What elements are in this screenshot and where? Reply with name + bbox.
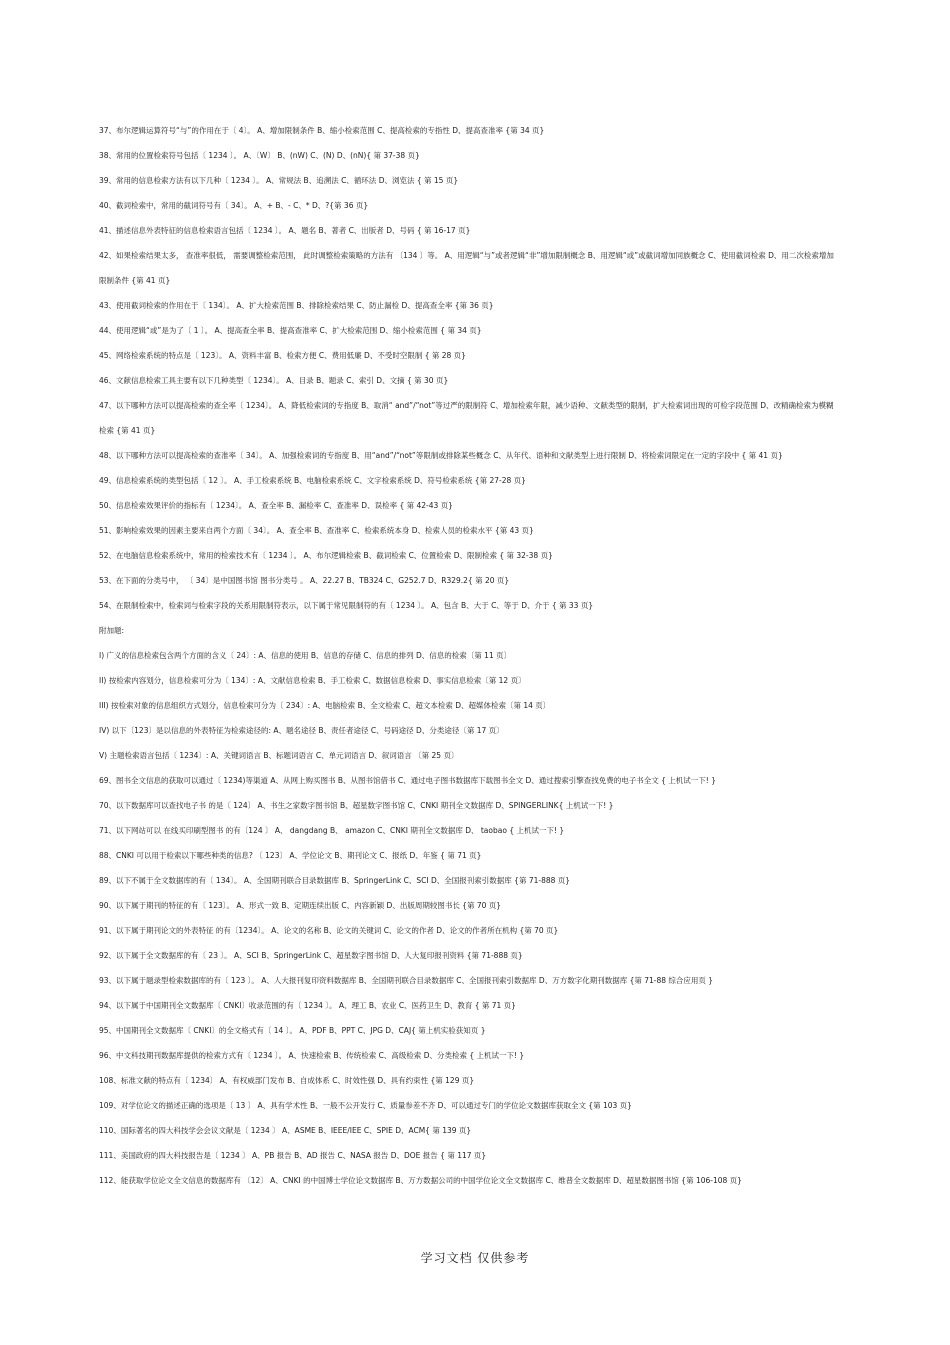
question-37: 37、布尔逻辑运算符号“与”的作用在于〔 4〕。 A、增加限制条件 B、缩小检索范围 C、提高检索的专指性 D、提高查准率 {第 34 页} [99, 126, 545, 135]
page-footer: 学习文档 仅供参考 [420, 1251, 530, 1265]
question-54: 54、在限制检索中，检索词与检索字段的关系用限制符表示，以下属于常见限制符的有〔 1234 〕。 A、包含 B、大于 C、等于 D、介于 { 第 33 页} [99, 601, 594, 610]
question-89: 89、以下不属于全文数据库的有〔 134〕。 A、全国期刊联合目录数据库 B、SpringerLink C、SCI D、全国报刊索引数据库 {第 71-888 页} [99, 876, 571, 885]
question-44: 44、使用逻辑“或”是为了〔 1 〕。 A、提高查全率 B、提高查准率 C、扩大检索范围 D、缩小检索范围 { 第 34 页} [99, 326, 482, 335]
question-51: 51、影响检索效果的因素主要来自两个方面〔 34〕。 A、查全率 B、查准率 C、检索系统本身 D、检索人员的检索水平 {第 43 页} [99, 526, 534, 535]
question-90: 90、以下属于期刊的特征的有〔 123〕。 A、形式一致 B、定期连续出版 C、内容新颖 D、出版周期较图书长 {第 70 页} [99, 901, 502, 910]
question-41: 41、描述信息外表特征的信息检索语言包括〔 1234 〕。 A、题名 B、著者 C、出版者 D、号码 { 第 16-17 页} [99, 226, 471, 235]
question-49: 49、信息检索系统的类型包括〔 12 〕。 A、手工检索系统 B、电脑检索系统 C、文字检索系统 D、符号检索系统 {第 27-28 页} [99, 476, 526, 485]
question-94: 94、以下属于中国期刊全文数据库〔 CNKI〕收录范围的有〔 1234 〕。 A、理工 B、农业 C、医药卫生 D、教育 { 第 71 页} [99, 1001, 516, 1010]
question-39: 39、常用的信息检索方法有以下几种〔 1234 〕。 A、常规法 B、追溯法 C、循环法 D、浏览法 { 第 15 页} [99, 176, 459, 185]
question-109: 109、对学位论文的描述正确的选项是〔 13 〕 A、具有学术性 B、一般不公开发行 C、质量参差不齐 D、可以通过专门的学位论文数据库获取全文 {第 103 页} [99, 1101, 632, 1110]
question-111: 111、美国政府的四大科技报告是〔 1234 〕 A、PB 报告 B、AD 报告 C、NASA 报告 D、DOE 报告 { 第 117 页} [99, 1151, 487, 1160]
question-38: 38、常用的位置检索符号包括〔 1234 〕。 A、〔W〕 B、(nW) C、(N) D、(nN){ 第 37-38 页} [99, 151, 420, 160]
question-96: 96、中文科技期刊数据库提供的检索方式有〔 1234 〕。 A、快速检索 B、传统检索 C、高级检索 D、分类检索 { 上机试一下! } [99, 1051, 525, 1060]
question-43: 43、使用截词检索的作用在于〔 134〕。 A、扩大检索范围 B、排除检索结果 C、防止漏检 D、提高查全率 {第 36 页} [99, 301, 494, 310]
question-52: 52、在电脑信息检索系统中，常用的检索技术有〔 1234 〕。 A、布尔逻辑检索 B、截词检索 C、位置检索 D、限制检索 { 第 32-38 页} [99, 551, 553, 560]
question-46: 46、文献信息检索工具主要有以下几种类型〔 1234〕。 A、目录 B、题录 C、索引 D、文摘 { 第 30 页} [99, 376, 449, 385]
appendix-question-5: V) 主题检索语言包括〔 1234〕: A、关键词语言 B、标题词语言 C、单元词语言 D、叙词语言 〔第 25 页〕 [99, 751, 459, 760]
question-110: 110、国际著名的四大科技学会会议文献是〔 1234 〕 A、ASME B、IEEE/IEE C、SPIE D、ACM{ 第 139 页} [99, 1126, 472, 1135]
appendix-question-1: I) 广义的信息检索包含两个方面的含义〔 24〕: A、信息的使用 B、信息的存储 C、信息的排列 D、信息的检索〔第 11 页〕 [99, 651, 512, 660]
question-95: 95、中国期刊全文数据库〔 CNKI〕的全文格式有〔 14 〕。 A、PDF B、PPT C、JPG D、CAJ{ 第上机实验获知页 } [99, 1026, 486, 1035]
question-53: 53、在下面的分类号中， 〔 34〕是中国图书馆 图书分类号 。 A、22.27 B、TB324 C、G252.7 D、R329.2{ 第 20 页} [99, 576, 510, 585]
question-50: 50、信息检索效果评价的指标有〔 1234〕。 A、查全率 B、漏检率 C、查准率 D、误检率 { 第 42-43 页} [99, 501, 453, 510]
appendix-question-2: II) 按检索内容划分，信息检索可分为〔 134〕: A、文献信息检索 B、手工检索 C、数据信息检索 D、事实信息检索〔第 12 页〕 [99, 676, 526, 685]
question-40: 40、截词检索中，常用的截词符号有〔 34〕。 A、+ B、- C、* D、?{第 36 页} [99, 201, 369, 210]
question-92: 92、以下属于全文数据库的有〔 23 〕。 A、SCI B、SpringerLink C、超星数字图书馆 D、人大复印报刊资料 {第 71-888 页} [99, 951, 523, 960]
question-69: 69、图书全文信息的获取可以通过〔 1234)等渠道 A、从网上购买图书 B、从图书馆借书 C、通过电子图书数据库下载图书全文 D、通过搜索引擎查找免费的电子书全文 { 上机试一下! } [99, 776, 716, 785]
question-70: 70、以下数据库可以查找电子书 的是〔 124〕 A、书生之家数字图书馆 B、超星数字图书馆 C、CNKI 期刊全文数据库 D、SPINGERLINK{ 上机试一下! } [99, 801, 614, 810]
question-88: 88、CNKI 可以用于检索以下哪些种类的信息? 〔 123〕 A、学位论文 B、期刊论文 C、报纸 D、年鉴 { 第 71 页} [99, 851, 482, 860]
document-body [99, 118, 839, 1193]
question-45: 45、网络检索系统的特点是〔 123〕。 A、资料丰富 B、检索方便 C、费用低廉 D、不受时空限制 { 第 28 页} [99, 351, 466, 360]
question-93: 93、以下属于题录型检索数据库的有〔 123 〕。 A、人大报刊复印资料数据库 B、全国期刊联合目录数据库 C、全国报刊索引数据库 D、万方数字化期刊数据库 {第 71-88 综合应用页 } [99, 976, 714, 985]
question-71: 71、以下网站可以 在线买印刷型图书 的有〔124 〕 A、 dangdang B、 amazon C、CNKI 期刊全文数据库 D、 taobao { 上机试一下! } [99, 826, 565, 835]
appendix-heading: 附加题: [99, 626, 125, 635]
question-42: 42、如果检索结果太多， 查准率很低， 需要调整检索范围， 此时调整检索策略的方法有 〔134 〕等。 A、用逻辑“与”或者逻辑“非”增加限制概念 B、用逻辑“或”或截词增加同族概念 C、使用截词检索 D、用二次检索增加限制条件 {第 41 页} [99, 251, 834, 285]
appendix-question-4: IV) 以下〔123〕是以信息的外表特征为检索途径的: A、题名途径 B、责任者途径 C、号码途径 D、分类途径〔第 17 页〕 [99, 726, 504, 735]
question-112: 112、能获取学位论文全文信息的数据库有 〔12〕 A、CNKI 的中国博士学位论文数据库 B、万方数据公司的中国学位论文全文数据库 C、维普全文数据库 D、超星数据图书馆 {第 106-108 页} [99, 1176, 742, 1185]
question-48: 48、以下哪种方法可以提高检索的查准率〔 34〕。 A、加强检索词的专指度 B、用“and”/“not”等限制或排除某些概念 C、从年代、语种和文献类型上进行限制 D、将检索词限定在一定的字段中 { 第 41 页} [99, 451, 783, 460]
question-47: 47、以下哪种方法可以提高检索的查全率〔 1234〕。 A、降低检索词的专指度 B、取消“ and”/“not”等过严的限制符 C、增加检索年限，减少语种、文献类型的限制，扩大检索词出现的可检字段范围 D、改精确检索为模糊检索 {第 41 页} [99, 401, 834, 435]
appendix-question-3: III) 按检索对象的信息组织方式划分，信息检索可分为〔 234〕: A、电脑检索 B、全文检索 C、超文本检索 D、超媒体检索〔第 14 页〕 [99, 701, 551, 710]
question-91: 91、以下属于期刊论文的外表特征 的有〔1234〕。 A、论文的名称 B、论文的关键词 C、论文的作者 D、论文的作者所在机构 {第 70 页} [99, 926, 559, 935]
question-108: 108、标准文献的特点有〔 1234〕 A、有权威部门发布 B、自成体系 C、时效性强 D、具有约束性 {第 129 页} [99, 1076, 475, 1085]
